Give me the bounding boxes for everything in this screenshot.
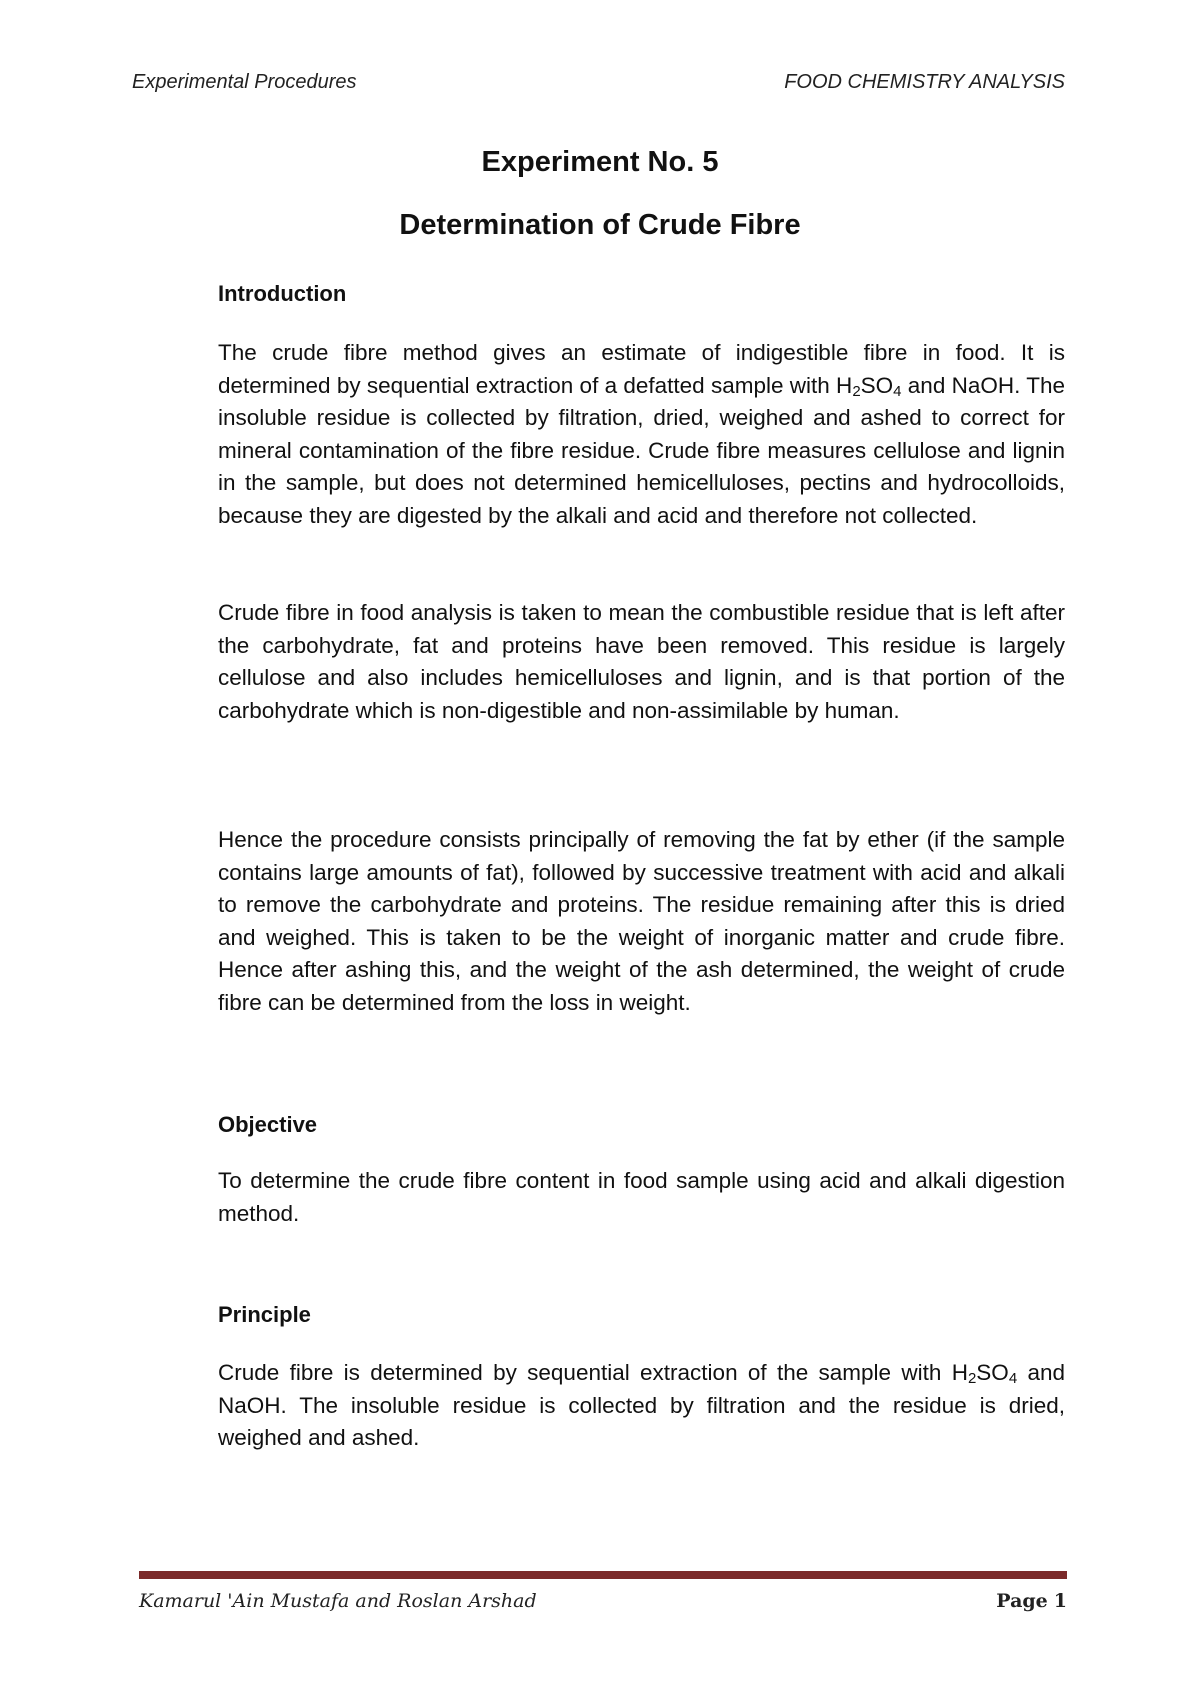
page-label: Page [996, 1590, 1048, 1612]
introduction-paragraph-3-block [218, 824, 1065, 1019]
introduction-heading: Introduction [218, 281, 347, 306]
introduction-paragraph-3: Hence the procedure consists principally of removing the fat by ether (if the sample contains large amounts of fat), followed by successive treatment with acid and alkali to remove the carbohydrate and proteins. The residue remaining after this is dried and weighed. This is taken to be the weight of inorganic matter and crude fibre. Hence after ashing this, and the weight of the ash determined, the weight of crude fibre can be determined from the loss in weight. [218, 827, 1065, 1015]
footer-authors: Kamarul 'Ain Mustafa and Roslan Arshad [139, 1590, 537, 1612]
objective-heading-block [218, 1112, 1065, 1138]
principle-text-block [218, 1357, 1065, 1455]
principle-heading: Principle [218, 1302, 311, 1327]
principle-text: Crude fibre is determined by sequential extraction of the sample with $H_2SO_4$ and NaOH. The insoluble residue is collected by filtration and the residue is dried, weighed and ashed. [218, 1360, 1066, 1450]
principle-heading-block [218, 1302, 1065, 1328]
running-header-left: Experimental Procedures [132, 71, 357, 93]
introduction-paragraph-2: Crude fibre in food analysis is taken to mean the combustible residue that is left after the carbohydrate, fat and proteins have been removed. This residue is largely cellulose and also includes hemicelluloses and lignin, and is that portion of the carbohydrate which is non-digestible and non-assimilable by human. [218, 600, 1065, 723]
objective-text: To determine the crude fibre content in food sample using acid and alkali digestion method. [218, 1168, 1065, 1226]
footer-page-number [996, 1590, 1067, 1612]
experiment-number-title: Experiment No. 5 [481, 146, 719, 178]
experiment-title: Determination of Crude Fibre [399, 209, 801, 241]
page-number: 1 [1053, 1590, 1067, 1612]
introduction-paragraph-1: The crude fibre method gives an estimate of indigestible fibre in food. It is determined by sequential extraction of a defatted sample with $H_2SO_4$ and NaOH. The insoluble residue is collected by filtration, dried, weighed and ashed to correct for mineral contamination of the fibre residue. Crude fibre measures cellulose and lignin in the sample, but does not determined hemicelluloses, pectins and hydrocolloids, because they are digested by the alkali and acid and therefore not collected. [218, 340, 1066, 528]
introduction-paragraph-2-block [218, 597, 1065, 727]
objective-text-block [218, 1165, 1065, 1230]
running-header-right: FOOD CHEMISTRY ANALYSIS [784, 71, 1065, 93]
introduction-heading-block [218, 281, 1065, 307]
objective-heading: Objective [218, 1112, 318, 1137]
introduction-paragraph-1-block [218, 337, 1065, 532]
footer-divider [139, 1571, 1067, 1579]
